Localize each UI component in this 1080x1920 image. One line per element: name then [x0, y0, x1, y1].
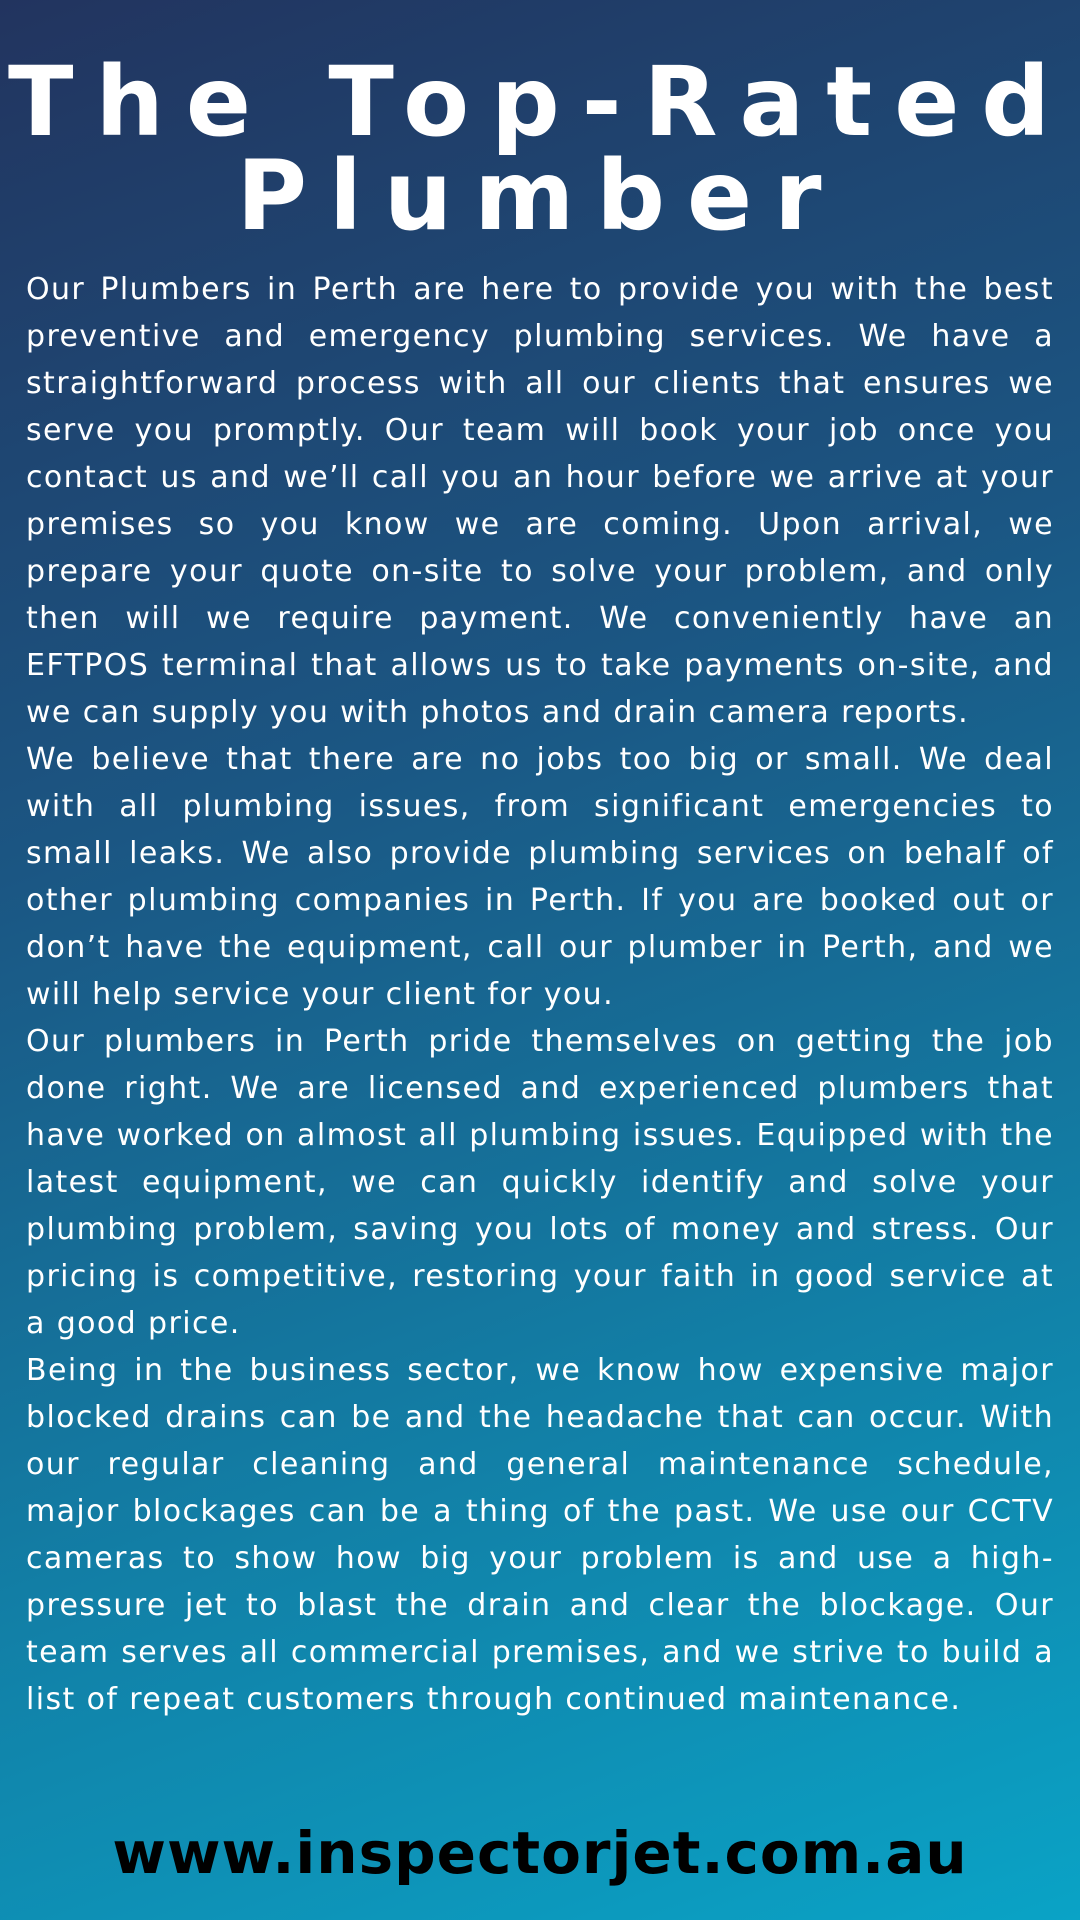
paragraph-maintenance: Being in the business sector, we know how expensive major blocked drains can be and the headache that can occur. With our regular cleaning and general maintenance schedule, major blockages can be a thing of the past. We use our CCTV cameras to show how big your problem is and use a high-pressure jet to blast the drain and clear the blockage. Our team serves all commercial premises, and we strive to build a list of repeat customers through continued maintenance. — [26, 1353, 1054, 1717]
body-text — [26, 266, 1054, 1723]
paragraph-process: Our Plumbers in Perth are here to provide you with the best preventive and emergency plumbing services. We have a straightforward process with all our clients that ensures we serve you promptly. Our team will book your job once you contact us and we’ll call you an hour before we arrive at your premises so you know we are coming. Upon arrival, we prepare your quote on-site to solve your problem, and only then will we require payment. We conveniently have an EFTPOS terminal that allows us to take payments on-site, and we can supply you with photos and drain camera reports. — [26, 272, 1054, 730]
paragraph-quality: Our plumbers in Perth pride themselves on getting the job done right. We are licensed and experienced plumbers that have worked on almost all plumbing issues. Equipped with the latest equipment, we can quickly identify and solve your plumbing problem, saving you lots of money and stress. Our pricing is competitive, restoring your faith in good service at a good price. — [26, 1024, 1054, 1341]
title-line-1: The Top-Rated — [7, 46, 1073, 158]
paragraph-jobs: We believe that there are no jobs too big or small. We deal with all plumbing issues, from significant emergencies to small leaks. We also provide plumbing services on behalf of other plumbing companies in Perth. If you are booked out or don’t have the equipment, call our plumber in Perth, and we will help service your client for you. — [26, 742, 1054, 1012]
website-url: www.inspectorjet.com.au — [112, 1819, 968, 1887]
page-title — [0, 46, 1080, 252]
title-line-2: Plumber — [236, 140, 844, 252]
